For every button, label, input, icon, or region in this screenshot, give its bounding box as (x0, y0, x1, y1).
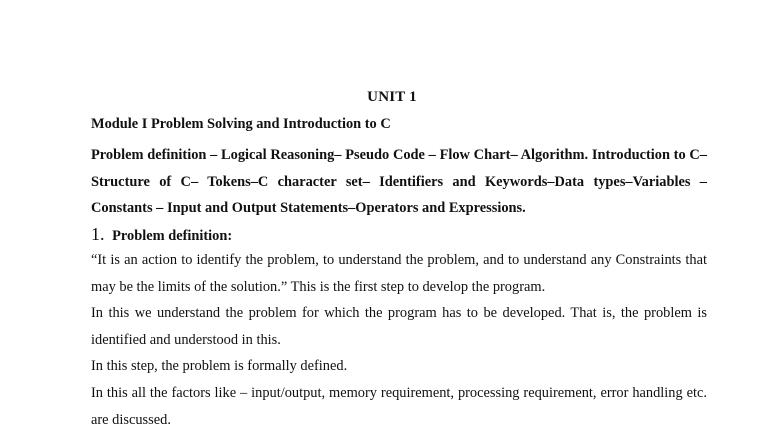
paragraph: “It is an action to identify the problem, to understand the problem, and to understand any Constraints that may be the limits of the solution.” This is the first step to develop the program. (91, 252, 707, 295)
syllabus-topics: Problem definition – Logical Reasoning– Pseudo Code – Flow Chart– Algorithm. Introduction to C–Structure of C– Tokens–C character set– Identifiers and Keywords–Data types–Variables – Constants – Input and Output Statements–Operators and Expressions. (91, 147, 707, 216)
paragraph: In this we understand the problem for which the program has to be developed. That is, the problem is identified and understood in this. (91, 305, 707, 348)
paragraph: In this step, the problem is formally defined. (91, 358, 348, 374)
section-heading (91, 224, 707, 245)
unit-title: UNIT 1 (367, 89, 417, 105)
paragraph: In this all the factors like – input/output, memory requirement, processing requirement, error handling etc. are discussed. (91, 385, 707, 428)
module-title: Module I Problem Solving and Introduction to C (91, 116, 391, 132)
section-title: Problem definition: (112, 228, 233, 244)
section-number: 1. (91, 224, 105, 244)
